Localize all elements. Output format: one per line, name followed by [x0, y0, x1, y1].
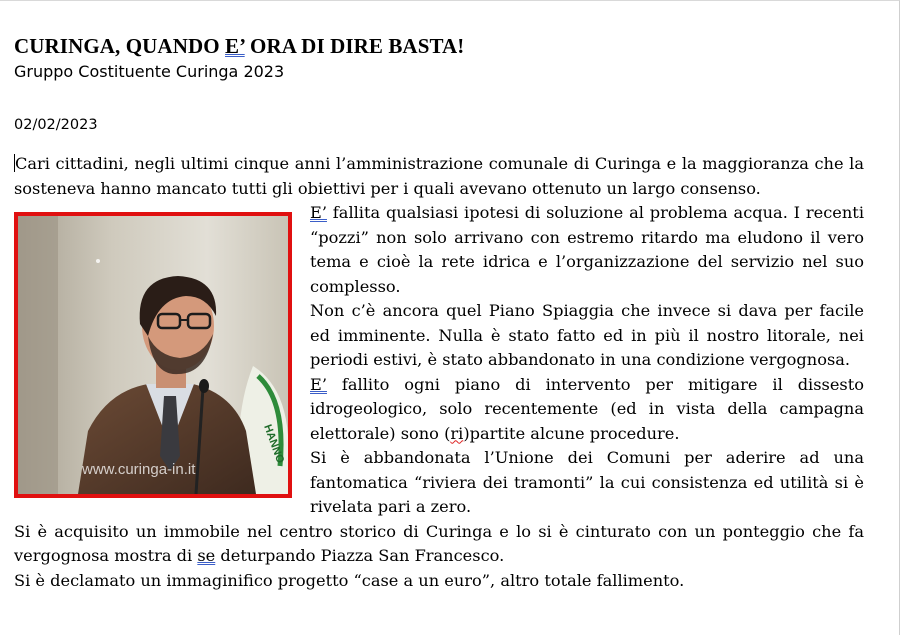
document-body[interactable]	[14, 152, 864, 593]
paragraph-dissesto-mark: E’	[310, 374, 327, 394]
sign-lettering: HANNO	[261, 422, 287, 465]
paragraph-dissesto-text: fallito ogni piano di intervento per mitigare il dissesto idrogeologico, solo recentemente (ed in vista della campagna elettorale) sono (	[310, 374, 864, 443]
title-grammar-mark: E’	[225, 34, 245, 58]
paragraph-immobile-text-a: Si è acquisito un immobile nel centro storico di Curinga e lo si è cinturato con un ponteggio che fa vergognosa mostra di	[14, 521, 864, 565]
spelling-error-mark: ri	[450, 423, 464, 443]
title-prefix: CURINGA, QUANDO	[14, 34, 226, 58]
paragraph-acqua-mark: E’	[310, 203, 327, 222]
paragraph-immobile-text-b: deturpando Piazza San Francesco.	[215, 546, 505, 565]
document-title	[14, 34, 464, 59]
document-date: 02/02/2023	[14, 117, 98, 133]
paragraph-intro-text: Cari cittadini, negli ultimi cinque anni l’amministrazione comunale di Curinga e la maggioranza che la sosteneva hanno mancato tutti gli obiettivi per i quali avevano ottenuto un largo consenso.	[14, 154, 864, 198]
title-suffix: ORA DI DIRE BASTA!	[244, 34, 465, 58]
photo-watermark: www.curinga-in.it	[82, 461, 196, 478]
paragraph-case: Si è declamato un immaginifico progetto “case a un euro”, altro totale fallimento.	[14, 570, 685, 590]
article-photo[interactable]	[14, 212, 292, 498]
paragraph-spiaggia: Non c’è ancora quel Piano Spiaggia che invece si dava per facile ed imminente. Nulla è stato fatto ed in più il nostro litorale, nei periodi estivi, è stato abbandonato in una condizione vergognosa.	[310, 301, 864, 369]
photo-illustration	[18, 216, 288, 494]
paragraph-intro	[14, 152, 864, 201]
document-subtitle: Gruppo Costituente Curinga 2023	[14, 62, 285, 81]
paragraph-acqua-text: fallita qualsiasi ipotesi di soluzione al problema acqua. I recenti “pozzi” non solo arrivano con estremo ritardo ma eludono il vero tema e cioè la rete idrica e l’organizzazione del servizio nel suo complesso.	[310, 203, 864, 296]
paragraph-immobile-mark: se	[197, 546, 216, 565]
paragraph-immobile	[14, 520, 864, 569]
paragraph-unione: Si è abbandonata l’Unione dei Comuni per aderire ad una fantomatica “riviera dei tramonti” la cui consistenza ed utilità si è rivelata pari a zero.	[310, 448, 864, 516]
paragraph-dissesto-end: )partite alcune procedure.	[463, 423, 680, 443]
